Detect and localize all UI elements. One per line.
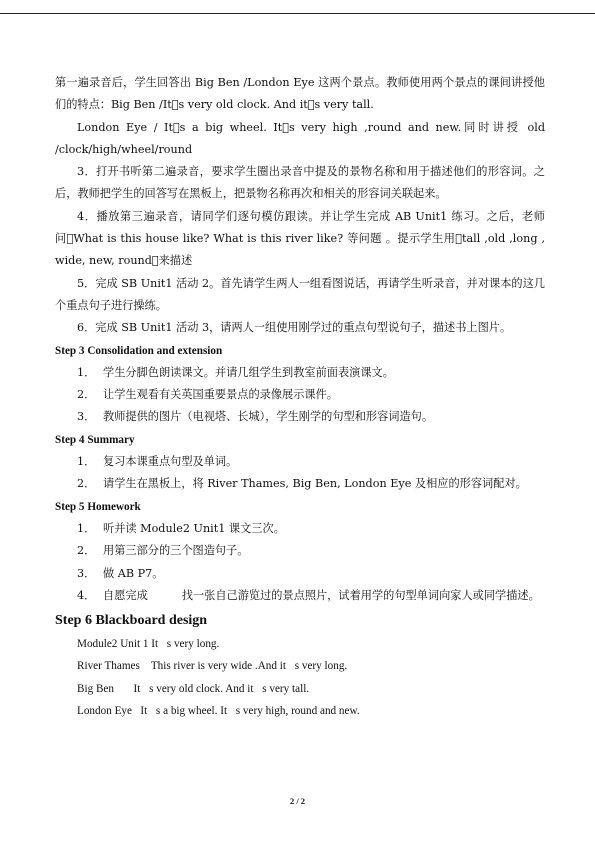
step6-heading: Step 6 Blackboard design (55, 613, 208, 629)
paragraph-2-line-1: London Eye / It s a big wheel. It s very high ,round and new.同时讲授 old (77, 120, 545, 134)
item-text: 听并读 Module2 Unit1 课文三次。 (103, 521, 285, 535)
item-text-prefix: 自愿完成 (103, 588, 148, 602)
page-number: 2 / 2 (289, 796, 306, 806)
item-text: 学生分脚色朗读课文。并请几组学生到教室前面表演课文。 (103, 365, 394, 379)
paragraph-5: 5．完成 SB Unit1 活动 2。首先请学生两人一组看图说话，再请学生听录音，并对课本的这几个重点句子进行操练。 (55, 276, 545, 312)
item-number: 1． (77, 521, 96, 535)
item-text: 复习本课重点句型及单词。 (103, 455, 238, 469)
step3-heading: Step 3 Consolidation and extension (55, 344, 223, 357)
item-text: 用第三部分的三个图造句子。 (103, 544, 249, 558)
step5-item-4 (55, 585, 545, 607)
step5-heading: Step 5 Homework (55, 500, 141, 513)
paragraph-1: 第一遍录音后，学生回答出 Big Ben /London Eye 这两个景点。教师使用两个景点的课间讲授他们的特点：Big Ben /It s very old clock. And it s very tall. (55, 76, 545, 112)
step5-item-3 (55, 563, 545, 585)
step3-item-3 (55, 406, 545, 428)
item-number: 2． (77, 477, 96, 491)
paragraph-2-line-2: /clock/high/wheel/round (55, 142, 193, 156)
blackboard-line-2: River Thames This river is very wide .And it s very long. (77, 660, 348, 673)
step3-item-1 (55, 362, 545, 384)
item-number: 3． (77, 566, 96, 580)
paragraph-3: 3．打开书听第二遍录音，要求学生圈出录音中提及的景物名称和用于描述他们的形容词。之后，教师把学生的回答写在黑板上，把景物名称再次和相关的形容词关联起来。 (55, 165, 545, 201)
step4-item-1 (55, 451, 545, 473)
step5-item-1 (55, 518, 545, 540)
item-text: 教师提供的图片（电视塔、长城），学生刚学的句型和形容词造句。 (103, 410, 434, 424)
document-body (55, 72, 545, 722)
paragraph-4: 4．播放第三遍录音，请同学们逐句模仿跟读。并让学生完成 AB Unit1 练习。之后，老师问 What is this house like? What is this river like? 等问题 。提示学生用 tall ,old ,long , wide, new, round 来描述 (55, 209, 545, 268)
item-text: 做 AB P7。 (103, 566, 164, 580)
item-text: 请学生在黑板上，将 River Thames, Big Ben, London Eye 及相应的形容词配对。 (103, 477, 527, 491)
item-number: 3． (77, 410, 96, 424)
blackboard-line-4: London Eye It s a big wheel. It s very high, round and new. (77, 705, 360, 718)
step3-item-2 (55, 384, 545, 406)
item-number: 4． (77, 588, 96, 602)
blackboard-line-1: Module2 Unit 1 It s very long. (77, 638, 220, 651)
item-number: 1． (77, 455, 96, 469)
step4-item-2 (55, 473, 545, 495)
item-text: 让学生观看有关英国重要景点的录像展示课件。 (103, 388, 338, 402)
step4-heading: Step 4 Summary (55, 433, 135, 446)
paragraph-6: 6．完成 SB Unit1 活动 3，请两人一组使用刚学过的重点句型说句子，描述书上图片。 (77, 321, 512, 335)
item-number: 2． (77, 388, 96, 402)
item-text: 找一张自己游览过的景点照片，试着用学的句型单词向家人或同学描述。 (181, 588, 540, 602)
step5-item-2 (55, 540, 545, 562)
item-number: 2． (77, 544, 96, 558)
header-rule (0, 13, 595, 14)
blackboard-line-3: Big Ben It s very old clock. And it s very tall. (77, 682, 310, 695)
item-number: 1． (77, 365, 96, 379)
